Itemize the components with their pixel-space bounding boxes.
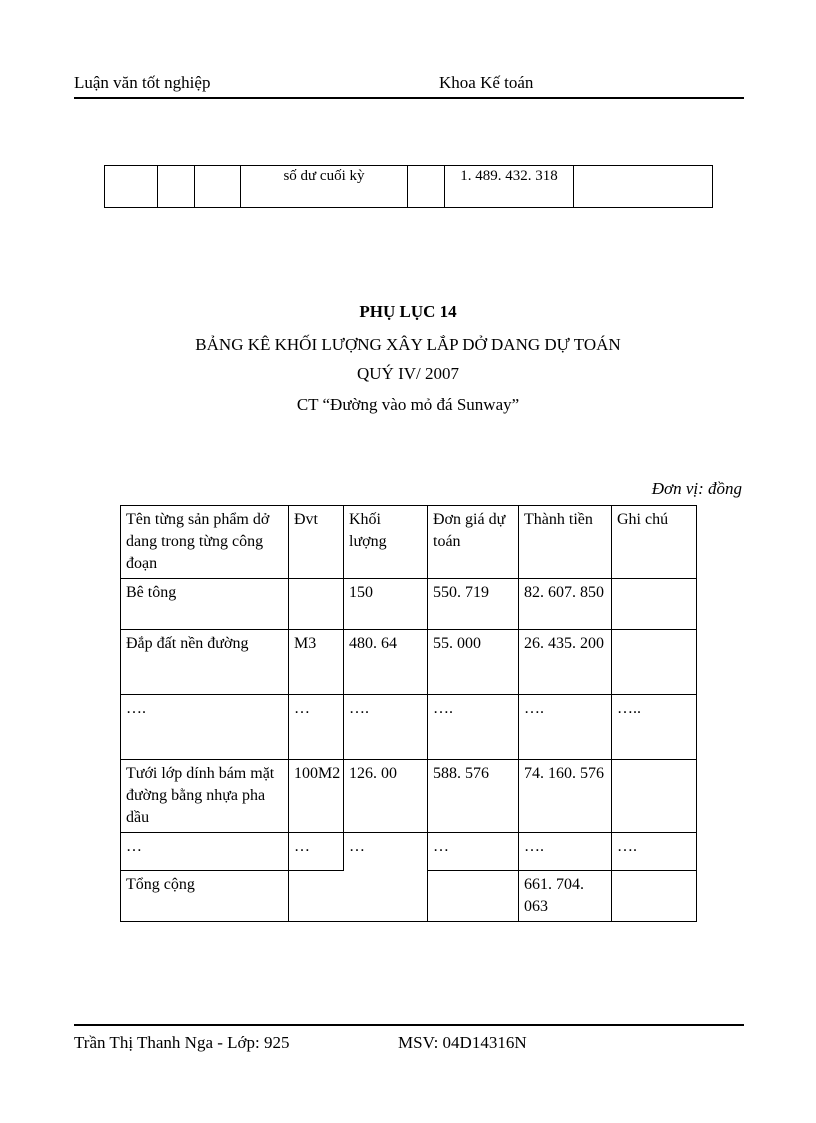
table-cell: … bbox=[121, 833, 289, 871]
table-cell: …. bbox=[428, 695, 519, 760]
table-cell bbox=[289, 579, 344, 630]
table-header-row bbox=[121, 506, 697, 579]
balance-label: số dư cuối kỳ bbox=[241, 166, 408, 208]
table-cell: 588. 576 bbox=[428, 760, 519, 833]
wip-table bbox=[120, 505, 697, 922]
project-name: CT “Đường vào mỏ đá Sunway” bbox=[296, 395, 520, 414]
table-cell: … bbox=[289, 695, 344, 760]
table-cell: … bbox=[428, 833, 519, 871]
column-header: Khối lượng bbox=[344, 506, 428, 579]
table-cell: …. bbox=[121, 695, 289, 760]
table-cell: Đắp đất nền đường bbox=[121, 630, 289, 695]
footer-author: Trần Thị Thanh Nga - Lớp: 925 bbox=[74, 1033, 290, 1052]
table-cell: 82. 607. 850 bbox=[519, 579, 612, 630]
table-cell: … bbox=[344, 833, 428, 871]
table-cell bbox=[574, 166, 713, 208]
table-cell: …. bbox=[519, 833, 612, 871]
table-cell: 150 bbox=[344, 579, 428, 630]
table-row bbox=[121, 630, 697, 695]
table-cell: …. bbox=[344, 695, 428, 760]
balance-amount: 1. 489. 432. 318 bbox=[445, 166, 574, 208]
table-cell: Tưới lớp dính bám mặt đường bằng nhựa pha dầu bbox=[121, 760, 289, 833]
table-cell: 55. 000 bbox=[428, 630, 519, 695]
table-cell bbox=[408, 166, 445, 208]
report-title: BẢNG KÊ KHỐI LƯỢNG XÂY LẮP DỞ DANG DỰ TOÁN bbox=[195, 335, 621, 354]
table-cell: 550. 719 bbox=[428, 579, 519, 630]
table-cell bbox=[344, 871, 428, 922]
table-cell: ….. bbox=[612, 695, 697, 760]
table-cell bbox=[105, 166, 158, 208]
column-header: Thành tiền bbox=[519, 506, 612, 579]
table-row bbox=[105, 166, 713, 208]
table-cell bbox=[158, 166, 195, 208]
table-cell: 74. 160. 576 bbox=[519, 760, 612, 833]
column-header: Ghi chú bbox=[612, 506, 697, 579]
total-row bbox=[121, 871, 697, 922]
unit-label: Đơn vị: đồng bbox=[651, 479, 742, 498]
table-cell: Bê tông bbox=[121, 579, 289, 630]
table-cell: 26. 435. 200 bbox=[519, 630, 612, 695]
table-cell bbox=[195, 166, 241, 208]
column-header: Đơn giá dự toán bbox=[428, 506, 519, 579]
table-cell bbox=[289, 871, 344, 922]
header-rule bbox=[74, 97, 744, 99]
total-amount: 661. 704. 063 bbox=[519, 871, 612, 922]
table-cell: 126. 00 bbox=[344, 760, 428, 833]
table-row bbox=[121, 695, 697, 760]
appendix-title: PHỤ LỤC 14 bbox=[359, 302, 457, 321]
report-period: QUÝ IV/ 2007 bbox=[357, 364, 459, 383]
table-row bbox=[121, 579, 697, 630]
column-header: Đvt bbox=[289, 506, 344, 579]
table-cell bbox=[612, 630, 697, 695]
table-cell bbox=[428, 871, 519, 922]
top-balance-table bbox=[104, 165, 713, 208]
table-row bbox=[121, 833, 697, 871]
table-cell: 100M2 bbox=[289, 760, 344, 833]
table-cell: …. bbox=[519, 695, 612, 760]
header-left: Luận văn tốt nghiệp bbox=[74, 73, 211, 92]
total-label: Tổng cộng bbox=[121, 871, 289, 922]
table-row bbox=[121, 760, 697, 833]
table-cell bbox=[612, 871, 697, 922]
header-right: Khoa Kế toán bbox=[439, 73, 534, 92]
table-cell: M3 bbox=[289, 630, 344, 695]
table-cell bbox=[612, 760, 697, 833]
table-cell: 480. 64 bbox=[344, 630, 428, 695]
footer-student-id: MSV: 04D14316N bbox=[398, 1033, 527, 1052]
column-header: Tên từng sản phẩm dở dang trong từng công đoạn bbox=[121, 506, 289, 579]
footer-rule bbox=[74, 1024, 744, 1026]
table-cell: …. bbox=[612, 833, 697, 871]
table-cell: … bbox=[289, 833, 344, 871]
table-cell bbox=[612, 579, 697, 630]
